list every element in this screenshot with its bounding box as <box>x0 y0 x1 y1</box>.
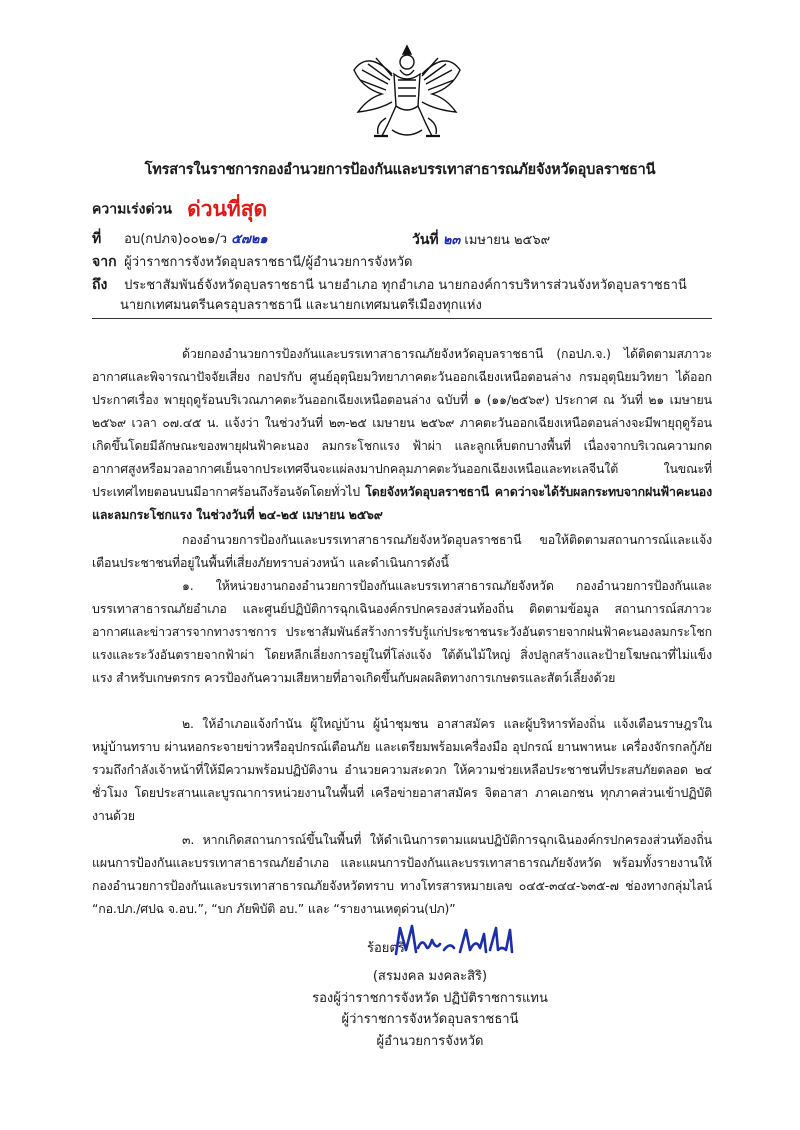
signature-block <box>300 966 560 1052</box>
reference-row <box>92 229 268 250</box>
paragraph-1-bold: โดยจังหวัดอุบลราชธานี คาดว่าจะได้รับผลกระทบจากฝนฟ้าคะนองและลมกระโชกแรง ในช่วงวันที่ ๒๔-๒๕ เมษายน ๒๕๖๙ <box>92 484 712 522</box>
header-divider <box>92 318 712 319</box>
garuda-emblem-icon <box>348 40 466 144</box>
handwritten-signature <box>392 920 518 962</box>
document-heading: โทรสารในราชการกองอำนวยการป้องกันและบรรเทาสาธารณภัยจังหวัดอุบลราชธานี <box>144 162 656 178</box>
paragraph-2: กองอำนวยการป้องกันและบรรเทาสาธารณภัยจังหวัดอุบลราชธานี ขอให้ติดตามสถานการณ์และแจ้งเตือนประชาชนที่อยู่ในพื้นที่เสี่ยงภัยทราบล่วงหน้า และดำเนินการดังนี้ <box>92 532 712 570</box>
urgency-row <box>92 193 267 223</box>
signer-position-3: ผู้อำนวยการจังหวัด <box>376 1033 484 1049</box>
reference-label: ที่ <box>92 231 102 247</box>
paragraph-1-text: ด้วยกองอำนวยการป้องกันและบรรเทาสาธารณภัยจังหวัดอุบลราชธานี (กอปภ.จ.) ได้ติดตามสภาวะอากาศและพิจารณาปัจจัยเสี่ยง กอปรกับ ศูนย์อุตุนิยมวิทยาภาคตะวันออกเฉียงเหนือตอนล่าง กรมอุตุนิยมวิทยา ได้ออกประกาศเรื่อง พายุฤดูร้อนบริเวณภาคตะวันออกเฉียงเหนือตอนล่าง ฉบับที่ ๑ (๑๑/๒๕๖๙) ประกาศ ณ วันที่ ๒๑ เมษายน ๒๕๖๙ เวลา ๐๗.๔๕ น. แจ้งว่า ในช่วงวันที่ ๒๓-๒๕ เมษายน ๒๕๖๙ ภาคตะวันออกเฉียงเหนือตอนล่างจะมีพายุฤดูร้อนเกิดขึ้นโดยมีลักษณะของพายุฝนฟ้าคะนอง ลมกระโชกแรง ฟ้าผ่า และลูกเห็บตกบางพื้นที่ เนื่องจากบริเวณความกดอากาศสูงหรือมวลอากาศเย็นจากประเทศจีนจะแผ่ลงมาปกคลุมภาคตะวันออกเฉียงเหนือและทะเลจีนใต้ ในขณะที่ประเทศไทยตอนบนมีอากาศร้อนถึงร้อนจัดโดยทั่วไป <box>92 346 712 499</box>
item-1: ๑. ให้หน่วยงานกองอำนวยการป้องกันและบรรเทาสาธารณภัยจังหวัด กองอำนวยการป้องกันและบรรเทาสาธารณภัยอำเภอ และศูนย์ปฏิบัติการฉุกเฉินองค์กรปกครองส่วนท้องถิ่น ติดตามข้อมูล สถานการณ์สภาวะอากาศและข่าวสารจากทางราชการ ประชาสัมพันธ์สร้างการรับรู้แก่ประชาชนระวังอันตรายจากฝนฟ้าคะนองลมกระโชกแรงและระวังอันตรายจากฟ้าผ่า โดยหลีกเลี่ยงการอยู่ในที่โล่งแจ้ง ใต้ต้นไม้ใหญ่ สิ่งปลูกสร้างและป้ายโฆษณาที่ไม่แข็งแรง สำหรับเกษตรกร ควรป้องกันความเสียหายที่อาจเกิดขึ้นกับผลผลิตทางการเกษตรและสัตว์เลี้ยงด้วย <box>92 578 712 685</box>
date-month-year: เมษายน ๒๕๖๙ <box>464 233 551 248</box>
to-line-1: ประชาสัมพันธ์จังหวัดอุบลราชธานี นายอำเภอ ทุกอำเภอ นายกองค์การบริหารส่วนจังหวัดอุบลราชธานี <box>124 278 687 293</box>
from-label: จาก <box>92 254 117 270</box>
item-2: ๒. ให้อำเภอแจ้งกำนัน ผู้ใหญ่บ้าน ผู้นำชุมชน อาสาสมัคร และผู้บริหารท้องถิ่น แจ้งเตือนราษฎรในหมู่บ้านทราบ ผ่านหอกระจายข่าวหรืออุปกรณ์เตือนภัย และเตรียมพร้อมเครื่องมือ อุปกรณ์ ยานพาหนะ เครื่องจักรกลกู้ภัย รวมถึงกำลังเจ้าหน้าที่ให้มีความพร้อมปฏิบัติงาน อำนวยความสะดวก ให้ความช่วยเหลือประชาชนที่ประสบภัยตลอด ๒๔ ชั่วโมง โดยประสานและบูรณาการหน่วยงานในพื้นที่ เครือข่ายอาสาสมัคร จิตอาสา ภาคเอกชน ทุกภาคส่วนเข้าปฏิบัติงานด้วย <box>92 716 712 823</box>
date-row <box>412 229 550 251</box>
signer-position-2: ผู้ว่าราชการจังหวัดอุบลราชธานี <box>341 1012 519 1027</box>
date-day-handwritten: ๒๓ <box>442 233 461 248</box>
date-label: วันที่ <box>412 232 439 248</box>
signer-position-1: รองผู้ว่าราชการจังหวัด ปฏิบัติราชการแทน <box>312 990 548 1006</box>
to-line-2: นายกเทศมนตรีนครอุบลราชธานี และนายกเทศมนตรีเมืองทุกแห่ง <box>120 298 482 313</box>
signature-rank: ร้อยตรี <box>367 941 405 956</box>
signer-name: (สรมงคล มงคละสิริ) <box>372 969 488 984</box>
urgency-value: ด่วนที่สุด <box>187 197 268 221</box>
reference-number: อบ(กปภจ)๐๐๒๑/ว <box>124 232 228 247</box>
item-3: ๓. หากเกิดสถานการณ์ขึ้นในพื้นที่ ให้ดำเนินการตามแผนปฏิบัติการฉุกเฉินองค์กรปกครองส่วนท้องถิ่น แผนการป้องกันและบรรเทาสาธารณภัยอำเภอ และแผนการป้องกันและบรรเทาสาธารณภัยจังหวัด พร้อมทั้งรายงานให้กองอำนวยการป้องกันและบรรเทาสาธารณภัยจังหวัดทราบ ทางโทรสารหมายเลข ๐๔๕-๓๔๔-๖๓๕-๗ ช่องทางกลุ่มไลน์ “กอ.ปภ./ศปฉ จ.อบ.”, “บก ภัยพิบัติ อบ.” และ “รายงานเหตุด่วน(ปภ)” <box>92 832 712 916</box>
paragraph-1 <box>92 342 712 526</box>
to-row <box>92 275 687 296</box>
from-value: ผู้ว่าราชการจังหวัดอุบลราชธานี/ผู้อำนวยการจังหวัด <box>124 255 413 270</box>
from-row <box>92 252 412 273</box>
reference-number-handwritten: ๕๗๒๑ <box>231 232 268 247</box>
to-label: ถึง <box>92 277 108 293</box>
urgency-label: ความเร่งด่วน <box>92 201 172 218</box>
